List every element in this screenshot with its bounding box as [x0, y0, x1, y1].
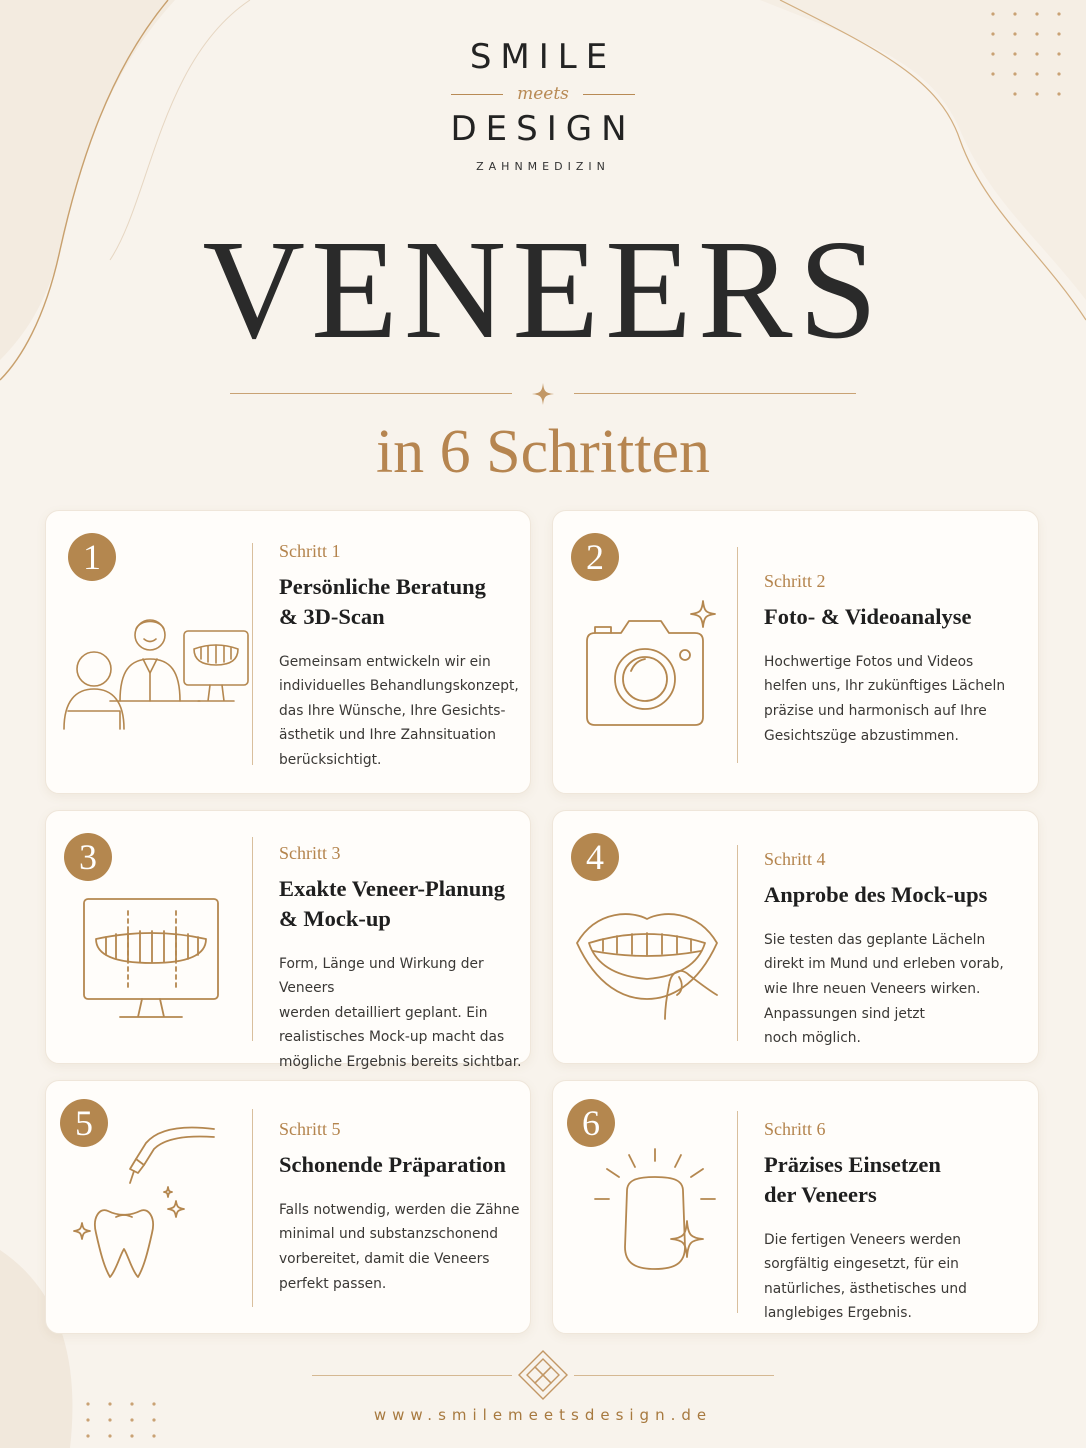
step-description: Die fertigen Veneers werden sorgfältig eingesetzt, für ein natürliches, ästhetisches und langlebiges Ergebnis.	[764, 1231, 967, 1322]
step-description: Sie testen das geplante Lächeln direkt im Mund und erleben vorab, wie Ihre neuen Veneers wirken. Anpassungen sind jetzt noch möglich.	[764, 931, 1004, 1047]
step-number-badge: 6	[567, 1099, 615, 1147]
step-heading: Anprobe des Mock-ups	[764, 882, 988, 907]
title-divider	[230, 382, 856, 406]
smile-mockup-icon	[573, 903, 723, 1033]
logo-word-meets: meets	[517, 84, 569, 104]
step-description: Hochwertige Fotos und Videos helfen uns, Ihr zukünftiges Lächeln präzise und harmonisch auf Ihre Gesichtszüge abzustimmen.	[764, 653, 1006, 744]
step-card-4	[552, 810, 1039, 1064]
logo-word-design: DESIGN	[450, 109, 636, 149]
step-heading: Schonende Präparation	[279, 1152, 506, 1177]
logo-meets-row	[0, 84, 1086, 104]
step-number-badge: 4	[571, 833, 619, 881]
card-separator	[737, 547, 738, 763]
step-label: Schritt 5	[279, 1119, 341, 1139]
sparkle-icon	[530, 382, 556, 406]
divider-line-right	[574, 393, 856, 394]
step-label: Schritt 4	[764, 849, 826, 869]
drill-tooth-icon	[72, 1121, 222, 1281]
step-label: Schritt 2	[764, 571, 826, 591]
step-heading: Persönliche Beratung & 3D-Scan	[279, 574, 486, 629]
step-text-block	[764, 1119, 1024, 1326]
step-text-block	[279, 541, 524, 773]
step-number-badge: 1	[68, 533, 116, 581]
step-description: Gemeinsam entwickeln wir ein individuelles Behandlungskonzept, das Ihre Wünsche, Ihre Gesichts- ästhetik und Ihre Zahnsituation berücksichtigt.	[279, 653, 519, 769]
step-description: Form, Länge und Wirkung der Veneers werden detailliert geplant. Ein realistisches Mock-up macht das mögliche Ergebnis bereits sichtbar.	[279, 955, 522, 1071]
website-link[interactable]: www.smilemeetsdesign.de	[373, 1406, 713, 1424]
logo-line-right	[583, 94, 635, 95]
card-separator	[252, 1109, 253, 1307]
step-heading: Foto- & Videoanalyse	[764, 604, 972, 629]
logo-word-smile: SMILE	[469, 37, 617, 77]
logo-line-left	[451, 94, 503, 95]
card-separator	[252, 837, 253, 1041]
step-heading: Präzises Einsetzen der Veneers	[764, 1152, 941, 1207]
sparkling-veneer-icon	[591, 1147, 721, 1277]
step-label: Schritt 6	[764, 1119, 826, 1139]
step-text-block	[279, 1119, 524, 1296]
logo-tagline: ZAHNMEDIZIN	[476, 160, 610, 173]
consultation-scan-icon	[60, 615, 250, 735]
step-description: Falls notwendig, werden die Zähne minimal und substanzschonend vorbereitet, damit die Veneers perfekt passen.	[279, 1201, 520, 1292]
footer-line-right	[574, 1375, 774, 1376]
camera-icon	[579, 597, 719, 727]
diamond-ornament-icon	[516, 1348, 570, 1402]
footer-line-left	[312, 1375, 512, 1376]
divider-line-left	[230, 393, 512, 394]
step-text-block	[764, 571, 1024, 748]
step-card-5	[45, 1080, 531, 1334]
step-card-2	[552, 510, 1039, 794]
brand-logo	[0, 37, 1086, 173]
step-number-badge: 5	[60, 1099, 108, 1147]
step-text-block	[764, 849, 1024, 1051]
card-separator	[737, 1111, 738, 1313]
step-card-3	[45, 810, 531, 1071]
page-title: VENEERS	[202, 210, 884, 368]
card-separator	[737, 845, 738, 1041]
page-subtitle: in 6 Schritten	[375, 418, 711, 486]
card-separator	[252, 543, 253, 765]
step-label: Schritt 1	[279, 541, 341, 561]
step-card-1	[45, 510, 531, 794]
monitor-teeth-icon	[82, 897, 222, 1021]
step-heading: Exakte Veneer-Planung & Mock-up	[279, 876, 506, 931]
step-label: Schritt 3	[279, 843, 341, 863]
step-text-block	[279, 843, 524, 1075]
step-number-badge: 3	[64, 833, 112, 881]
step-number-badge: 2	[571, 533, 619, 581]
step-card-6	[552, 1080, 1039, 1334]
